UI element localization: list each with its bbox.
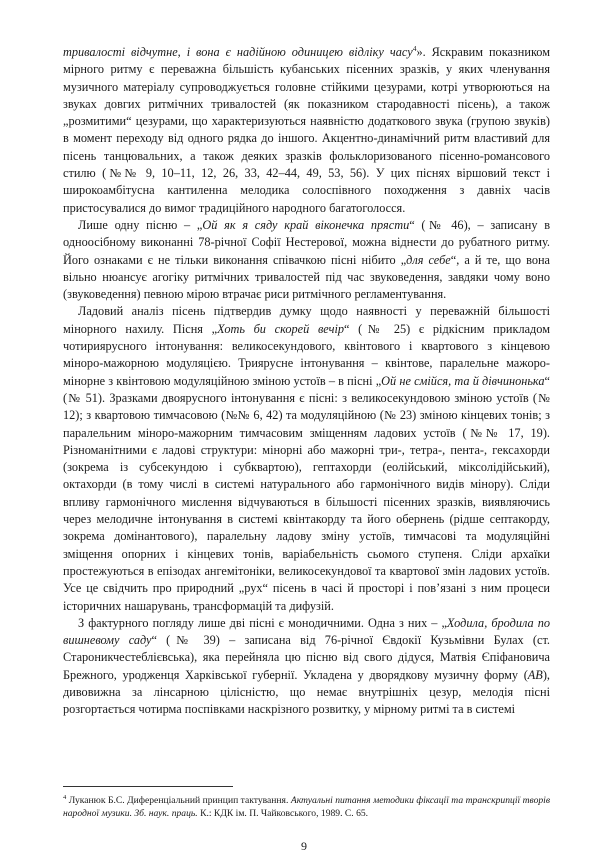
footnote-ref: 4 bbox=[63, 793, 67, 801]
italic-text: для себе bbox=[406, 252, 451, 267]
text-run: “, а й те, що вона вільно нюансує агогіку ритмічних тривалостей під час звуковедення, завдяки чому воно (звуковедення) певною мірою втрачає риси ритмічного регламентування. bbox=[63, 252, 550, 302]
italic-text: Хоть би скорей вечір bbox=[217, 321, 345, 336]
paragraph bbox=[63, 615, 550, 719]
italic-text: тривалості відчутне, і вона є надійною одиницею відліку часу bbox=[63, 45, 413, 59]
body-text bbox=[63, 44, 550, 719]
text-run: “ (№ 39) – записана від 76-річної Євдокії Кузьмівни Булах (ст. Староникчестеблієвська), яка перейняла цю пісню від свого дідуся, Матвія Єпіфановича Брежного, уродженця Харківської губернії. Укладена у дворядкову музичну форму ( bbox=[63, 633, 550, 682]
italic-text: АВ bbox=[527, 667, 543, 682]
paragraph bbox=[63, 217, 550, 303]
text-run: З фактурного погляду лише дві пісні є монодичними. Одна з них – „ bbox=[78, 615, 447, 630]
italic-text: Ходила, бродила по вишневому саду bbox=[63, 615, 551, 648]
page-number: 9 bbox=[301, 839, 307, 853]
paragraph bbox=[63, 44, 550, 217]
paragraph bbox=[63, 303, 550, 614]
text-run: “ (№ 25) є рідкісним прикладом чотириярусного інтонування: великосекундового, квінтового і квартового з кінцевою мінoро-мажорною модуляцією. Триярусне інтонування – квінтове, паралельне мажоро-мінорне з квінтовою модуляційною зміною устоїв – в пісні „ bbox=[63, 321, 551, 388]
text-run: ». Яскравим показником мірного ритму є переважна більшість кубанських пісенних зразків, у яких членування музичного матеріалу супроводжується головне стійкими цезурами, котрі утворюються на звуках довгих ритмічних тривалостей (як показником стародавності пісень), а також „розмитими“ цезурами, що характеризуються наявністю додаткового звука (групою звуків) в момент переходу від одного рядка до іншого. Акцентно-динамічний ритм властивий для пісень танцювальних, а також деяких зразків фольклоризованого пісенно-романсового стилю (№№ 9, 10–11, 12, 26, 33, 42–44, 49, 53, 56). У цих піснях віршовий текст і широкоамбітусна кантиленна мелодика солоспівного походження з давніх часів пристосувалися до вимог традиційного народного багатоголосся. bbox=[63, 45, 551, 215]
italic-text: Актуальні питання методики фіксації та транскрипції творів народної музики. Зб. наук. праць. bbox=[63, 795, 550, 819]
text-run: К.: КДК ім. П. Чайковського, 1989. С. 65. bbox=[197, 808, 369, 819]
text-run: Ладовий аналіз пісень підтвердив думку щодо наявності у переважній більшості мінорного нахилу. Пісня „ bbox=[63, 304, 550, 336]
text-run: Луканюк Б.С. Диференціальний принцип тактування. bbox=[66, 795, 291, 806]
italic-text: Ой не смійся, та й дівчинонька bbox=[381, 373, 545, 388]
footnotes bbox=[63, 794, 550, 820]
footnote bbox=[63, 794, 550, 820]
italic-text: Ой як я сяду край віконечка прясти bbox=[202, 217, 410, 232]
text-run: ), дивовижна за лінсарною цілісністю, що немає внутрішніх цезур, мелодія пісні розгортається чотирма поспівками наскрізного розвитку, у мірному ритмі та в системі bbox=[63, 667, 550, 717]
text-run: “ (№ 51). Зразками двоярусного інтонування є пісні: з великосекундовою зміною устоїв (№ 12); з квартовою тимчасовою (№№ 6, 42) та модуляційною (№ 23) зміною кінцевих тонів; з паралельним мінoро-мажорним тимчасовим зміщенням ладових устоїв (№№ 17, 19). Різноманітними є ладові структури: мінорні або мажорні три-, тетра-, пента-, гексахорди (зокрема із субсекундою і субквартою), гептахорди (еолійський, міксолідійський), октахорди (в тому числі в системі натурального або гармонічного видів мінору). Сліди впливу гармонічного мислення відчуваються в більшості пісенних зразків, виявляючись через мелодичне інтонування в системі квінтакорду та його обернень (рідше септакорду, зокрема домінантового), паралельну ладову зміну устоїв, тимчасові та модуляційні зміщення опорних і кінцевих тонів, варіабельність сьомого ступеня. Сліди архаїки простежуються в епізодах ангемітоніки, великосекундової та квартової змін ладових устоїв. Усе це свідчить про природний „рух“ пісень в часі й просторі і пов’язані з ним процеси історичних нашарувань, трансформацій та дифузій. bbox=[63, 373, 550, 613]
text-run: Лише одну пісню – „ bbox=[78, 217, 203, 232]
footnote-separator bbox=[63, 786, 233, 787]
text-run: “ (№ 46), – записану в одноосібному виконанні 78-річної Софії Нестерової, можна віднести до рубатного ритму. Його ознаками є не тільки виконання співачкою пісні нібито „ bbox=[63, 217, 550, 267]
footnote-ref: 4 bbox=[412, 43, 417, 53]
